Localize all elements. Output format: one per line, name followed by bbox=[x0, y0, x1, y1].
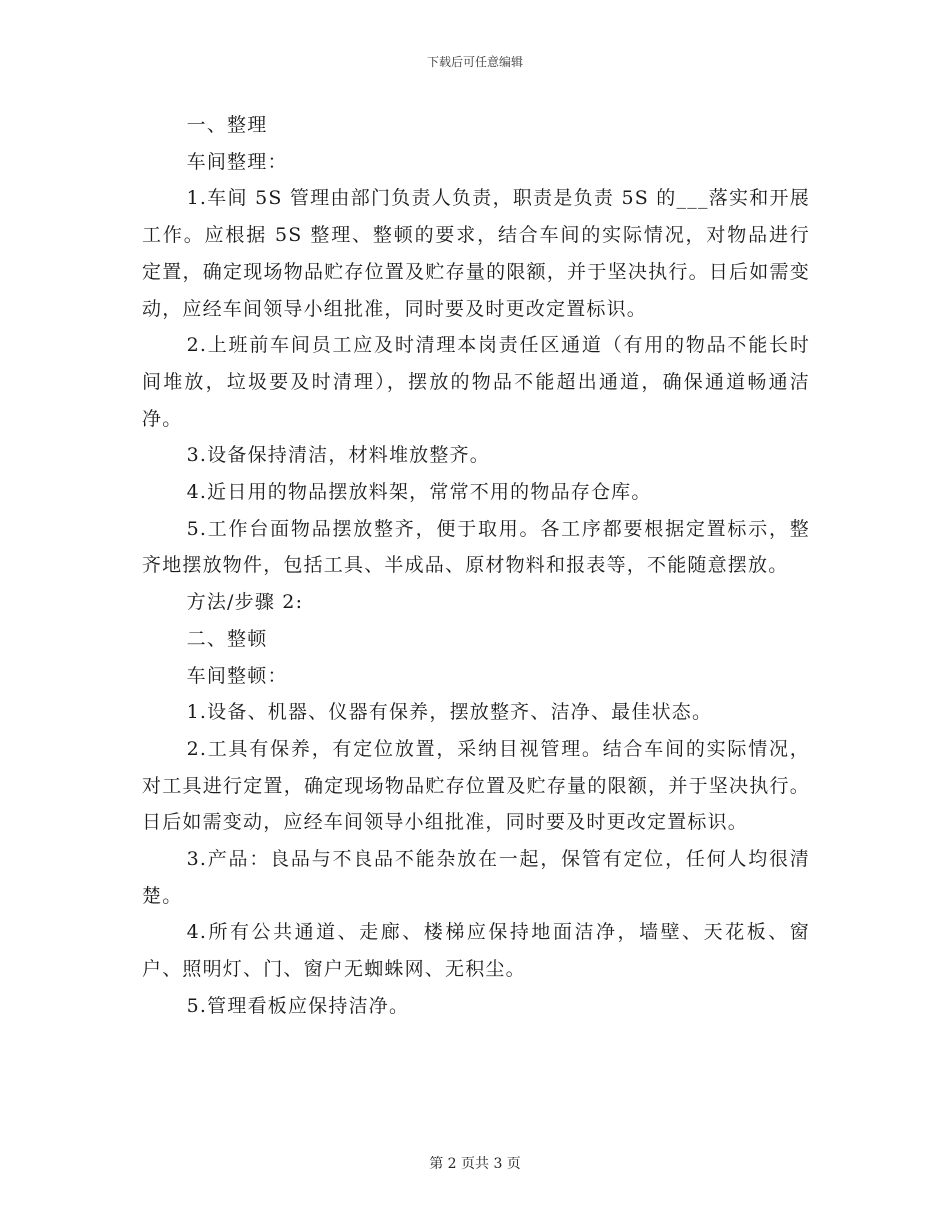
subsection-heading-2: 车间整顿： bbox=[186, 664, 288, 687]
paragraph-s1-item-3: 3.设备保持清洁，材料堆放整齐。 bbox=[186, 444, 490, 467]
paragraph-s2-item-3: 3.产品：良品与不良品不能杂放在一起，保管有定位，任何人均很清楚。 bbox=[142, 848, 810, 907]
paragraph-s2-item-4: 4.所有公共通道、走廊、楼梯应保持地面洁净，墙壁、天花板、窗户、照明灯、门、窗户无蜘蛛网、无积尘。 bbox=[142, 921, 810, 981]
paragraph-s2-item-1: 1.设备、机器、仪器有保养，摆放整齐、洁净、最佳状态。 bbox=[186, 701, 713, 724]
section-heading-1: 一、整理 bbox=[186, 114, 268, 136]
paragraph-s2-item-2: 2.工具有保养，有定位放置，采纳目视管理。结合车间的实际情况，对工具进行定置，确定现场物品贮存位置及贮存量的限额，并于坚决执行。日后如需变动，应经车间领导小组批准，同时要及时更改定置标识。 bbox=[142, 737, 810, 834]
paragraph-s1-item-4: 4.近日用的物品摆放料架，常常不用的物品存仓库。 bbox=[186, 481, 652, 504]
subsection-heading-1: 车间整理： bbox=[186, 150, 288, 173]
paragraph-s1-item-5: 5.工作台面物品摆放整齐，便于取用。各工序都要根据定置标示，整齐地摆放物件，包括工具、半成品、原材物料和报表等，不能随意摆放。 bbox=[142, 517, 810, 577]
page-header: 下载后可任意编辑 bbox=[426, 55, 523, 69]
paragraph-s1-item-2: 2.上班前车间员工应及时清理本岗责任区通道（有用的物品不能长时间堆放，垃圾要及时清理），摆放的物品不能超出通道，确保通道畅通洁净。 bbox=[142, 334, 810, 430]
page-footer: 第 2 页共 3 页 bbox=[429, 1156, 521, 1172]
paragraph-s2-item-5: 5.管理看板应保持洁净。 bbox=[186, 994, 410, 1017]
section-heading-2: 二、整顿 bbox=[186, 627, 268, 650]
method-step-label: 方法/步骤 2: bbox=[186, 591, 304, 614]
paragraph-s1-item-1: 1.车间 5S 管理由部门负责人负责，职责是负责 5S 的___落实和开展工作。应根据 5S 整理、整顿的要求，结合车间的实际情况，对物品进行定置，确定现场物品贮存位置及贮存量的限额，并于坚决执行。日后如需变动，应经车间领导小组批准，同时要及时更改定置标识。 bbox=[142, 187, 810, 320]
document-body bbox=[142, 107, 810, 1025]
